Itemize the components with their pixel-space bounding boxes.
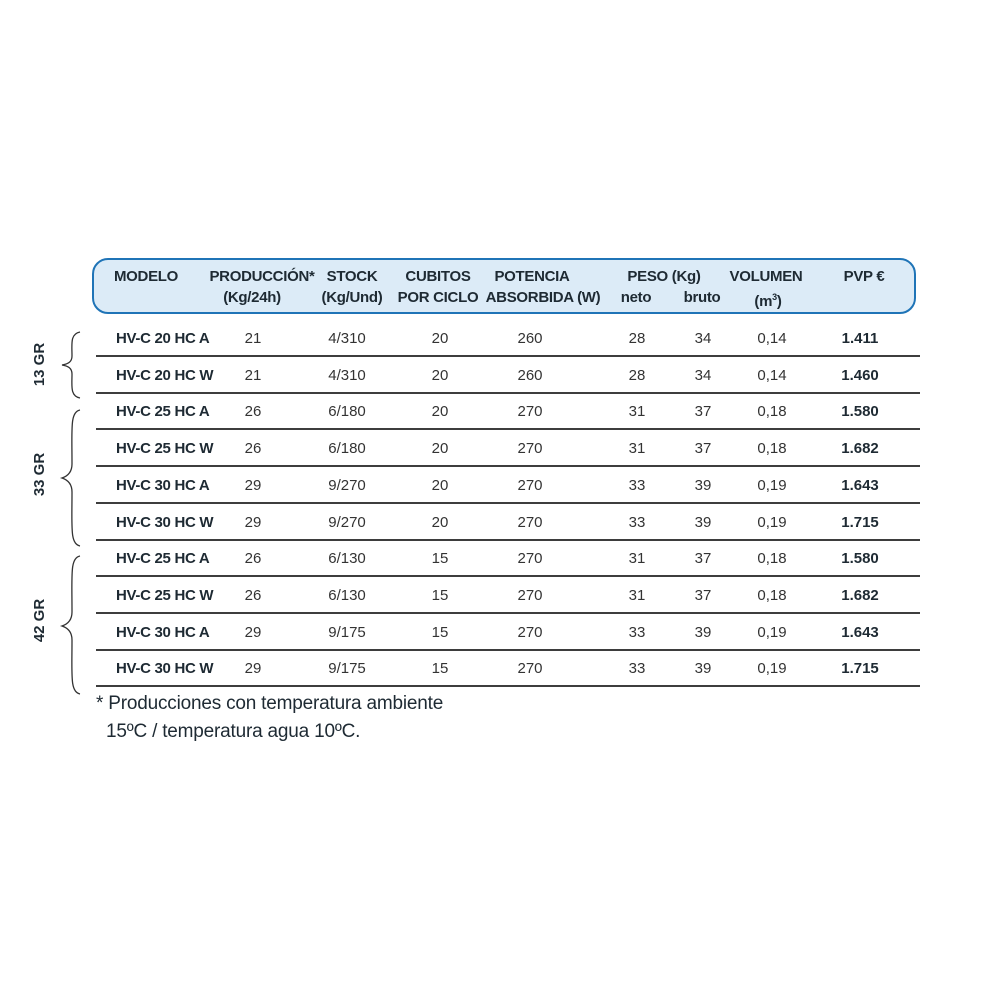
cell-pvp: 1.643 xyxy=(841,623,879,641)
row-divider xyxy=(96,539,920,541)
cell-produccion: 29 xyxy=(244,660,262,678)
table-row xyxy=(96,468,920,504)
cell-neto: 33 xyxy=(628,476,646,494)
cell-bruto: 34 xyxy=(694,330,712,347)
row-divider xyxy=(96,355,920,357)
brace-13gr xyxy=(58,330,84,400)
cell-modelo: HV-C 30 HC A xyxy=(116,476,210,494)
cell-neto: 31 xyxy=(628,403,646,421)
cell-bruto: 37 xyxy=(694,550,712,568)
header-peso-bruto: bruto xyxy=(683,289,721,306)
table-row xyxy=(96,505,920,541)
table-row xyxy=(96,541,920,577)
cell-produccion: 29 xyxy=(244,513,262,531)
cell-produccion: 26 xyxy=(244,403,262,421)
cell-stock: 6/180 xyxy=(328,440,366,458)
cell-neto: 31 xyxy=(628,586,646,604)
table-row xyxy=(96,651,920,687)
row-divider xyxy=(96,465,920,467)
cell-produccion: 26 xyxy=(244,586,262,604)
cell-cubitos: 20 xyxy=(431,366,449,384)
cell-pvp: 1.580 xyxy=(841,550,879,568)
table-row xyxy=(96,615,920,651)
cell-potencia: 270 xyxy=(517,623,543,641)
cell-bruto: 39 xyxy=(694,660,712,678)
cell-modelo: HV-C 20 HC W xyxy=(116,366,214,384)
cell-cubitos: 20 xyxy=(431,330,449,347)
cell-produccion: 29 xyxy=(244,623,262,641)
group-label-33gr: 33 GR xyxy=(31,452,49,497)
cell-stock: 9/270 xyxy=(328,476,366,494)
cell-cubitos: 15 xyxy=(431,660,449,678)
cell-stock: 9/175 xyxy=(328,660,366,678)
footnote-line-1: * Producciones con temperatura ambiente xyxy=(96,693,444,714)
row-divider xyxy=(96,575,920,577)
header-volumen-unit: $(m^3)$ xyxy=(754,292,782,310)
row-divider xyxy=(96,649,920,651)
cell-pvp: 1.580 xyxy=(841,403,879,421)
cell-volumen: 0,14 xyxy=(757,366,787,384)
cell-modelo: HV-C 20 HC A xyxy=(116,330,210,347)
header-produccion-unit: (Kg/24h) xyxy=(223,289,281,306)
header-pvp: PVP € xyxy=(843,268,885,285)
cell-stock: 9/175 xyxy=(328,623,366,641)
cell-volumen: 0,18 xyxy=(757,440,787,458)
table-row xyxy=(96,394,920,430)
cell-produccion: 21 xyxy=(244,330,262,347)
cell-volumen: 0,18 xyxy=(757,403,787,421)
cell-cubitos: 20 xyxy=(431,513,449,531)
header-potencia: POTENCIA xyxy=(494,268,570,285)
row-divider xyxy=(96,685,920,687)
cell-potencia: 270 xyxy=(517,586,543,604)
table-row xyxy=(96,358,920,394)
row-divider xyxy=(96,502,920,504)
cell-produccion: 26 xyxy=(244,550,262,568)
cell-modelo: HV-C 25 HC W xyxy=(116,440,214,458)
brace-33gr xyxy=(58,408,84,548)
header-cubitos: CUBITOS xyxy=(405,268,471,285)
cell-neto: 33 xyxy=(628,660,646,678)
cell-neto: 33 xyxy=(628,513,646,531)
cell-pvp: 1.682 xyxy=(841,586,879,604)
cell-volumen: 0,14 xyxy=(757,330,787,347)
header-volumen: VOLUMEN xyxy=(729,268,803,285)
cell-potencia: 270 xyxy=(517,440,543,458)
cell-neto: 31 xyxy=(628,440,646,458)
cell-potencia: 270 xyxy=(517,476,543,494)
cell-modelo: HV-C 30 HC W xyxy=(116,513,214,531)
cell-bruto: 39 xyxy=(694,513,712,531)
cell-neto: 28 xyxy=(628,330,646,347)
cell-pvp: 1.715 xyxy=(841,513,879,531)
cell-potencia: 260 xyxy=(517,330,543,347)
cell-pvp: 1.715 xyxy=(841,660,879,678)
footnote xyxy=(96,690,443,746)
cell-cubitos: 20 xyxy=(431,476,449,494)
cell-modelo: HV-C 30 HC W xyxy=(116,660,214,678)
cell-potencia: 260 xyxy=(517,366,543,384)
cell-modelo: HV-C 25 HC W xyxy=(116,586,214,604)
header-stock: STOCK xyxy=(326,268,378,285)
cell-cubitos: 15 xyxy=(431,550,449,568)
header-peso: PESO (Kg) xyxy=(627,268,701,285)
footnote-line-2: 15ºC / temperatura agua 10ºC. xyxy=(106,721,361,742)
cell-volumen: 0,19 xyxy=(757,513,787,531)
row-divider xyxy=(96,392,920,394)
cell-pvp: 1.460 xyxy=(841,366,879,384)
table-row xyxy=(96,578,920,614)
cell-stock: 6/180 xyxy=(328,403,366,421)
cell-volumen: 0,18 xyxy=(757,586,787,604)
cell-produccion: 21 xyxy=(244,366,262,384)
cell-potencia: 270 xyxy=(517,403,543,421)
cell-stock: 6/130 xyxy=(328,550,366,568)
cell-produccion: 26 xyxy=(244,440,262,458)
cell-stock: 4/310 xyxy=(328,330,366,347)
cell-produccion: 29 xyxy=(244,476,262,494)
cell-potencia: 270 xyxy=(517,513,543,531)
cell-modelo: HV-C 30 HC A xyxy=(116,623,210,641)
cell-modelo: HV-C 25 HC A xyxy=(116,550,210,568)
cell-stock: 6/130 xyxy=(328,586,366,604)
group-label-42gr: 42 GR xyxy=(31,598,49,643)
cell-bruto: 34 xyxy=(694,366,712,384)
row-divider xyxy=(96,612,920,614)
cell-neto: 28 xyxy=(628,366,646,384)
cell-bruto: 37 xyxy=(694,403,712,421)
cell-potencia: 270 xyxy=(517,550,543,568)
cell-stock: 9/270 xyxy=(328,513,366,531)
cell-pvp: 1.411 xyxy=(841,330,879,347)
header-produccion: PRODUCCIÓN* xyxy=(209,268,315,285)
table-row xyxy=(96,321,920,357)
header-cubitos-unit: POR CICLO xyxy=(397,289,479,306)
cell-neto: 33 xyxy=(628,623,646,641)
cell-bruto: 37 xyxy=(694,440,712,458)
cell-bruto: 39 xyxy=(694,476,712,494)
cell-volumen: 0,19 xyxy=(757,623,787,641)
cell-bruto: 39 xyxy=(694,623,712,641)
cell-modelo: HV-C 25 HC A xyxy=(116,403,210,421)
cell-bruto: 37 xyxy=(694,586,712,604)
header-peso-neto: neto xyxy=(620,289,652,306)
table-header xyxy=(92,258,916,314)
cell-cubitos: 20 xyxy=(431,403,449,421)
table-row xyxy=(96,431,920,467)
row-divider xyxy=(96,428,920,430)
cell-volumen: 0,19 xyxy=(757,476,787,494)
group-label-13gr: 13 GR xyxy=(31,342,49,387)
cell-volumen: 0,18 xyxy=(757,550,787,568)
brace-42gr xyxy=(58,554,84,696)
cell-cubitos: 15 xyxy=(431,623,449,641)
header-stock-unit: (Kg/Und) xyxy=(321,289,383,306)
cell-stock: 4/310 xyxy=(328,366,366,384)
header-potencia-unit: ABSORBIDA (W) xyxy=(485,289,601,306)
cell-cubitos: 20 xyxy=(431,440,449,458)
cell-pvp: 1.682 xyxy=(841,440,879,458)
cell-cubitos: 15 xyxy=(431,586,449,604)
cell-volumen: 0,19 xyxy=(757,660,787,678)
cell-neto: 31 xyxy=(628,550,646,568)
cell-potencia: 270 xyxy=(517,660,543,678)
cell-pvp: 1.643 xyxy=(841,476,879,494)
header-modelo: MODELO xyxy=(113,268,179,285)
